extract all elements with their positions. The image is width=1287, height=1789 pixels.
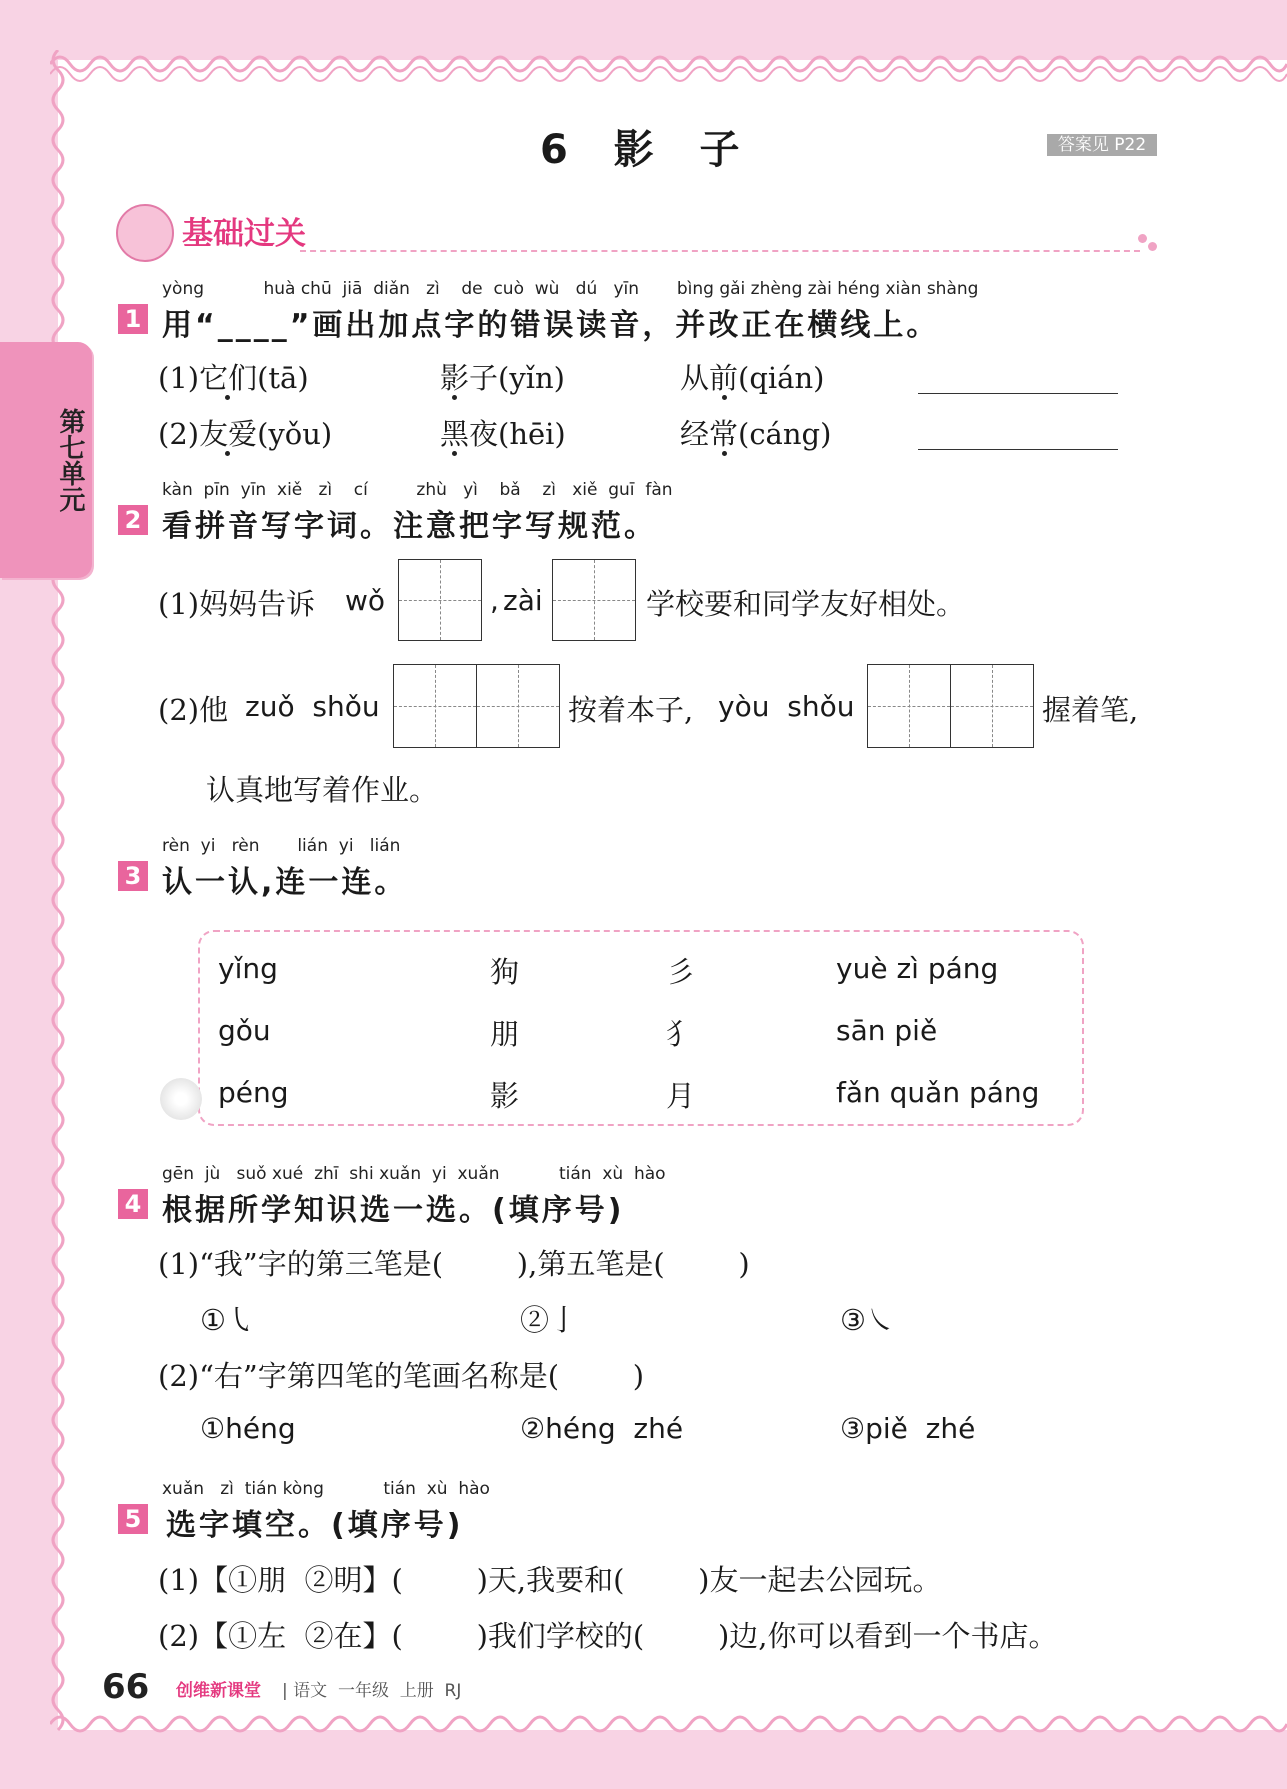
q4-option[interactable]: ③㇏	[840, 1303, 895, 1337]
match-pinyin[interactable]: péng	[218, 1076, 289, 1109]
tian-grid-box[interactable]	[476, 664, 560, 748]
page-title: 6 影 子	[540, 127, 746, 173]
q1-item: 影子(yǐn)	[440, 361, 565, 395]
q1-pinyin: yòng huà chū jiā diǎn zì de cuò wù dú yīn bìng gǎi zhèng zài héng xiàn shàng	[162, 279, 979, 299]
tian-grid-box[interactable]	[393, 664, 477, 748]
q4-option[interactable]: ②亅	[520, 1303, 579, 1337]
q5-sentence-2: (2)【①左 ②在】( )我们学校的( )边,你可以看到一个书店。	[158, 1619, 1058, 1653]
wavy-border-top	[50, 46, 1287, 82]
wavy-border-left	[44, 50, 72, 1740]
wavy-border-bottom	[50, 1706, 1287, 1742]
q3-number-badge: 3	[118, 861, 148, 891]
q5-instruction: 选字填空。(填序号)	[166, 1508, 464, 1543]
emphasis-dot	[452, 395, 457, 400]
q2-pinyin-2: zài	[503, 584, 543, 617]
q2-sentence-1-start: (1)妈妈告诉	[158, 587, 316, 621]
match-radical-name[interactable]: sān piě	[836, 1014, 938, 1047]
tian-grid-box[interactable]	[867, 664, 951, 748]
q4-option[interactable]: ②héng zhé	[520, 1412, 684, 1445]
q2-sentence-2-end: 握着笔,	[1042, 693, 1139, 727]
q3-pinyin: rèn yi rèn lián yi lián	[162, 836, 401, 856]
match-radical-name[interactable]: yuè zì páng	[836, 952, 999, 985]
q2-pinyin-1: wǒ	[345, 584, 386, 617]
q2-sentence-1-end: 学校要和同学友好相处。	[646, 587, 966, 621]
q2-sentence-2-mid: 按着本子,	[568, 693, 694, 727]
q1-number-badge: 1	[118, 304, 148, 334]
section-divider	[300, 250, 1140, 252]
q2-sentence-2-start: (2)他	[158, 693, 229, 727]
q1-item: (1)它们(tā)	[158, 361, 309, 395]
q1-answer-line-1[interactable]	[918, 393, 1118, 394]
q5-sentence-1: (1)【①朋 ②明】( )天,我要和( )友一起去公园玩。	[158, 1563, 942, 1597]
match-character[interactable]: 朋	[490, 1017, 520, 1051]
q2-number-badge: 2	[118, 505, 148, 535]
q3-instruction: 认一认,连一连。	[162, 865, 408, 900]
emphasis-dot	[225, 395, 230, 400]
q5-number-badge: 5	[118, 1504, 148, 1534]
page-number: 66	[102, 1667, 150, 1707]
q1-item: 黑夜(hēi)	[440, 417, 566, 451]
tian-grid-box[interactable]	[552, 559, 636, 641]
match-character[interactable]: 狗	[490, 955, 520, 989]
q4-pinyin: gēn jù suǒ xué zhī shi xuǎn yi xuǎn tián xù hào	[162, 1164, 666, 1184]
emphasis-dot	[452, 451, 457, 456]
footer-book-info: | 语文 一年级 上册 RJ	[282, 1681, 462, 1701]
q1-item: 从前(qián)	[680, 361, 825, 395]
q2-instruction: 看拼音写字词。注意把字写规范。	[162, 509, 657, 544]
q4-number-badge: 4	[118, 1189, 148, 1219]
match-character[interactable]: 影	[490, 1079, 520, 1113]
emphasis-dot	[722, 451, 727, 456]
match-pinyin[interactable]: yǐng	[218, 952, 278, 985]
match-radical[interactable]: 犭	[666, 1017, 696, 1051]
q2-pinyin-3: zuǒ shǒu	[245, 690, 380, 723]
q1-instruction: 用“____”画出加点字的错误读音，并改正在横线上。	[162, 308, 940, 343]
section-title: 基础过关	[182, 216, 306, 252]
answer-reference-badge: 答案见 P22	[1047, 134, 1157, 156]
q4-question-1: (1)“我”字的第三笔是( ),第五笔是( )	[158, 1247, 750, 1281]
match-radical[interactable]: 月	[666, 1079, 696, 1113]
q2-sentence-2-cont: 认真地写着作业。	[206, 773, 439, 807]
q1-item: 经常(cáng)	[680, 417, 832, 451]
flower-decoration-icon	[160, 1078, 202, 1120]
cartoon-girl-icon	[116, 204, 174, 262]
decor-dot	[1138, 234, 1147, 243]
unit-label: 第七单元	[55, 408, 85, 512]
unit-side-tab	[0, 342, 92, 578]
q4-option[interactable]: ③piě zhé	[840, 1412, 976, 1445]
q4-option[interactable]: ①héng	[200, 1412, 296, 1445]
q2-comma: ,	[490, 584, 499, 617]
tian-grid-box[interactable]	[398, 559, 482, 641]
emphasis-dot	[225, 451, 230, 456]
q4-option[interactable]: ①㇂	[200, 1303, 255, 1337]
q2-pinyin: kàn pīn yīn xiě zì cí zhù yì bǎ zì xiě guī fàn	[162, 480, 673, 500]
footer-brand: 创维新课堂	[176, 1681, 261, 1701]
tian-grid-box[interactable]	[950, 664, 1034, 748]
q4-instruction: 根据所学知识选一选。(填序号)	[162, 1193, 625, 1228]
q2-pinyin-4: yòu shǒu	[718, 690, 855, 723]
q1-item: (2)友爱(yǒu)	[158, 417, 333, 451]
q4-question-2: (2)“右”字第四笔的笔画名称是( )	[158, 1359, 645, 1393]
emphasis-dot	[722, 395, 727, 400]
match-radical-name[interactable]: fǎn quǎn páng	[836, 1076, 1040, 1109]
match-radical[interactable]: 彡	[666, 955, 696, 989]
match-pinyin[interactable]: gǒu	[218, 1014, 271, 1047]
q1-answer-line-2[interactable]	[918, 449, 1118, 450]
decor-dot	[1148, 242, 1157, 251]
q5-pinyin: xuǎn zì tián kòng tián xù hào	[162, 1479, 490, 1499]
